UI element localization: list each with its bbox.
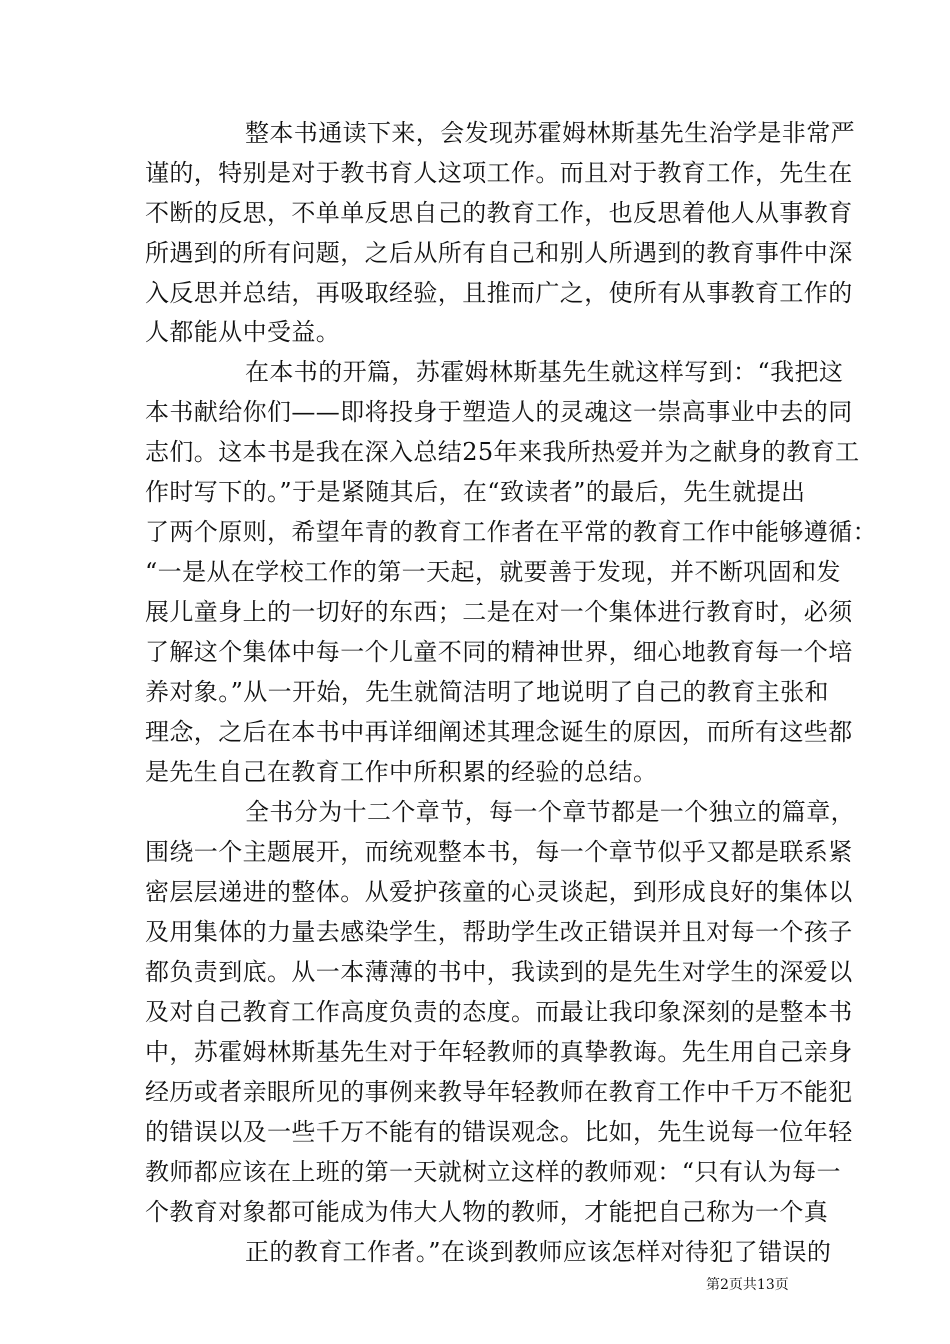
paragraph-4-line-1: 正的教育工作者。”在谈到教师应该怎样对待犯了错误的: [245, 1238, 832, 1266]
paragraph-2-line-5: 了两个原则，希望年青的教育工作者在平常的教育工作中能够遵循：: [145, 518, 877, 546]
paragraph-3-line-4: 及用集体的力量去感染学生，帮助学生改正错误并且对每一个孩子: [145, 918, 853, 946]
paragraph-1-line-3: 不断的反思，不单单反思自己的教育工作，也反思着他人从事教育: [145, 199, 853, 227]
paragraph-3-line-11: 个教育对象都可能成为伟大人物的教师，才能把自己称为一个真: [145, 1198, 829, 1226]
paragraph-3-line-7: 中，苏霍姆林斯基先生对于年轻教师的真挚教诲。先生用自己亲身: [145, 1038, 853, 1066]
paragraph-1-line-5: 入反思并总结，再吸取经验，且推而广之，使所有从事教育工作的: [145, 279, 853, 307]
paragraph-2-line-9: 养对象。”从一开始，先生就简洁明了地说明了自己的教育主张和: [145, 678, 829, 706]
paragraph-1-line-2: 谨的，特别是对于教书育人这项工作。而且对于教育工作，先生在: [145, 159, 853, 187]
paragraph-1-line-4: 所遇到的所有问题，之后从所有自己和别人所遇到的教育事件中深: [145, 239, 853, 267]
paragraph-3-line-5: 都负责到底。从一本薄薄的书中，我读到的是先生对学生的深爱以: [145, 958, 853, 986]
paragraph-3-line-8: 经历或者亲眼所见的事例来教导年轻教师在教育工作中千万不能犯: [145, 1078, 853, 1106]
paragraph-2-line-7: 展儿童身上的一切好的东西；二是在对一个集体进行教育时，必须: [145, 598, 853, 626]
paragraph-3-line-3: 密层层递进的整体。从爱护孩童的心灵谈起，到形成良好的集体以: [145, 878, 853, 906]
paragraph-2-line-11: 是先生自己在教育工作中所积累的经验的总结。: [145, 758, 658, 786]
paragraph-2-line-1: 在本书的开篇，苏霍姆林斯基先生就这样写到：“我把这: [245, 358, 844, 386]
paragraph-2-line-3: 志们。这本书是我在深入总结25年来我所热爱并为之献身的教育工: [145, 438, 860, 466]
paragraph-2-line-2: 本书献给你们——即将投身于塑造人的灵魂这一崇高事业中去的同: [145, 398, 853, 426]
paragraph-3-line-1: 全书分为十二个章节，每一个章节都是一个独立的篇章，: [245, 798, 855, 826]
paragraph-2-line-10: 理念，之后在本书中再详细阐述其理念诞生的原因，而所有这些都: [145, 718, 853, 746]
paragraph-2-line-4: 作时写下的。”于是紧随其后，在“致读者”的最后，先生就提出: [145, 478, 806, 506]
paragraph-1-line-6: 人都能从中受益。: [145, 318, 341, 346]
paragraph-3-line-9: 的错误以及一些千万不能有的错误观念。比如，先生说每一位年轻: [145, 1118, 853, 1146]
paragraph-3-line-10: 教师都应该在上班的第一天就树立这样的教师观：“只有认为每一: [145, 1158, 841, 1186]
paragraph-1-line-1: 整本书通读下来，会发现苏霍姆林斯基先生治学是非常严: [245, 119, 855, 147]
page-number-footer: 第2页共13页: [706, 1277, 789, 1293]
paragraph-2-line-6: “一是从在学校工作的第一天起，就要善于发现，并不断巩固和发: [145, 558, 841, 586]
paragraph-3-line-6: 及对自己教育工作高度负责的态度。而最让我印象深刻的是整本书: [145, 998, 853, 1026]
paragraph-3-line-2: 围绕一个主题展开，而统观整本书，每一个章节似乎又都是联系紧: [145, 838, 853, 866]
paragraph-2-line-8: 了解这个集体中每一个儿童不同的精神世界，细心地教育每一个培: [145, 638, 853, 666]
